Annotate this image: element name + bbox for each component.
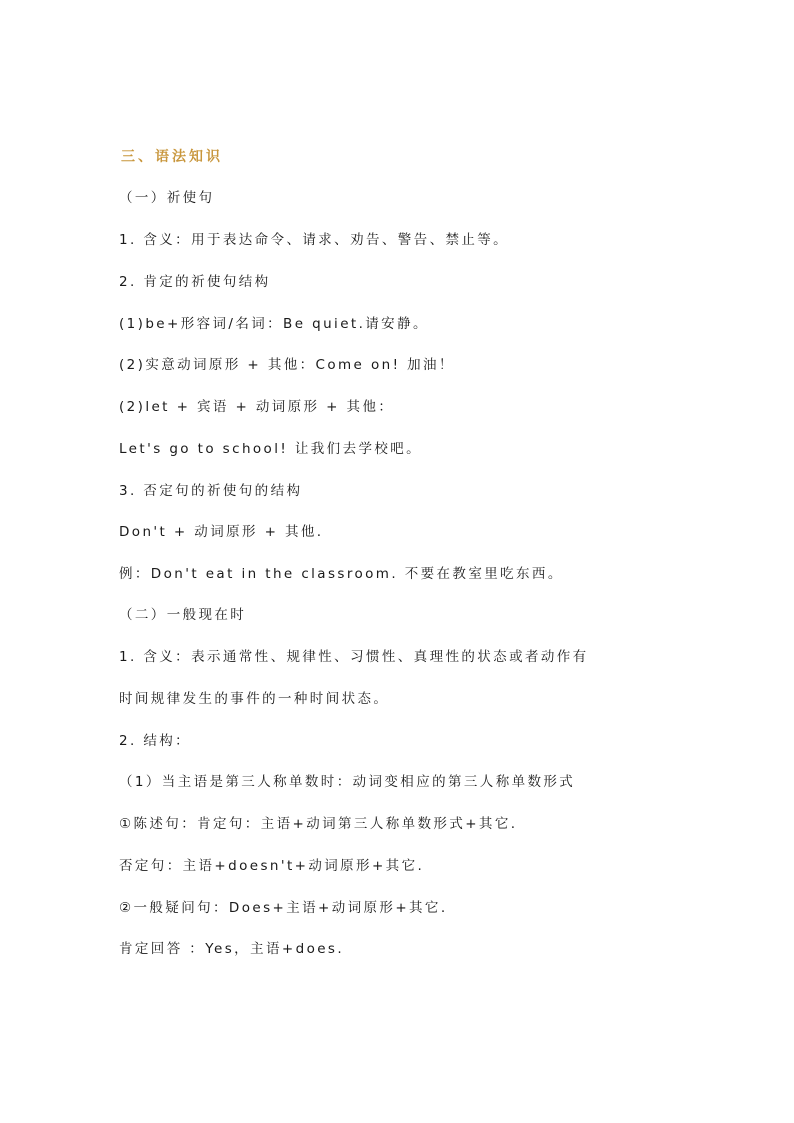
text-line: 肯定回答 ：Yes，主语+does.	[119, 941, 345, 957]
text-line: Let's go to school! 让我们去学校吧。	[119, 441, 423, 457]
text-line: 2. 肯定的祈使句结构	[119, 274, 271, 290]
text-line: ②一般疑问句：Does+主语+动词原形+其它.	[119, 900, 448, 916]
text-line: 否定句：主语+doesn't+动词原形+其它.	[119, 858, 425, 874]
text-line: （1）当主语是第三人称单数时：动词变相应的第三人称单数形式	[119, 774, 576, 790]
text-line: 1. 含义：用于表达命令、请求、劝告、警告、禁止等。	[119, 232, 510, 248]
text-line: 2. 结构：	[119, 733, 192, 749]
subsection-title-present-tense: （二）一般现在时	[119, 607, 247, 623]
text-line: (1)be+形容词/名词：Be quiet.请安静。	[119, 316, 429, 332]
text-line: 例：Don't eat in the classroom. 不要在教室里吃东西。	[119, 566, 564, 582]
text-line: 时间规律发生的事件的一种时间状态。	[119, 691, 390, 707]
text-line: 3. 否定句的祈使句的结构	[119, 483, 303, 499]
text-line: (2)实意动词原形 + 其他：Come on! 加油！	[119, 357, 455, 373]
text-line: ①陈述句：肯定句：主语+动词第三人称单数形式+其它.	[119, 816, 518, 832]
subsection-title-imperative: （一）祈使句	[119, 190, 215, 206]
text-line: Don't + 动词原形 + 其他.	[119, 524, 324, 540]
section-heading: 三、语法知识	[121, 149, 223, 165]
text-line: 1. 含义：表示通常性、规律性、习惯性、真理性的状态或者动作有	[119, 649, 589, 665]
text-line: (2)let + 宾语 + 动词原形 + 其他：	[119, 399, 395, 415]
